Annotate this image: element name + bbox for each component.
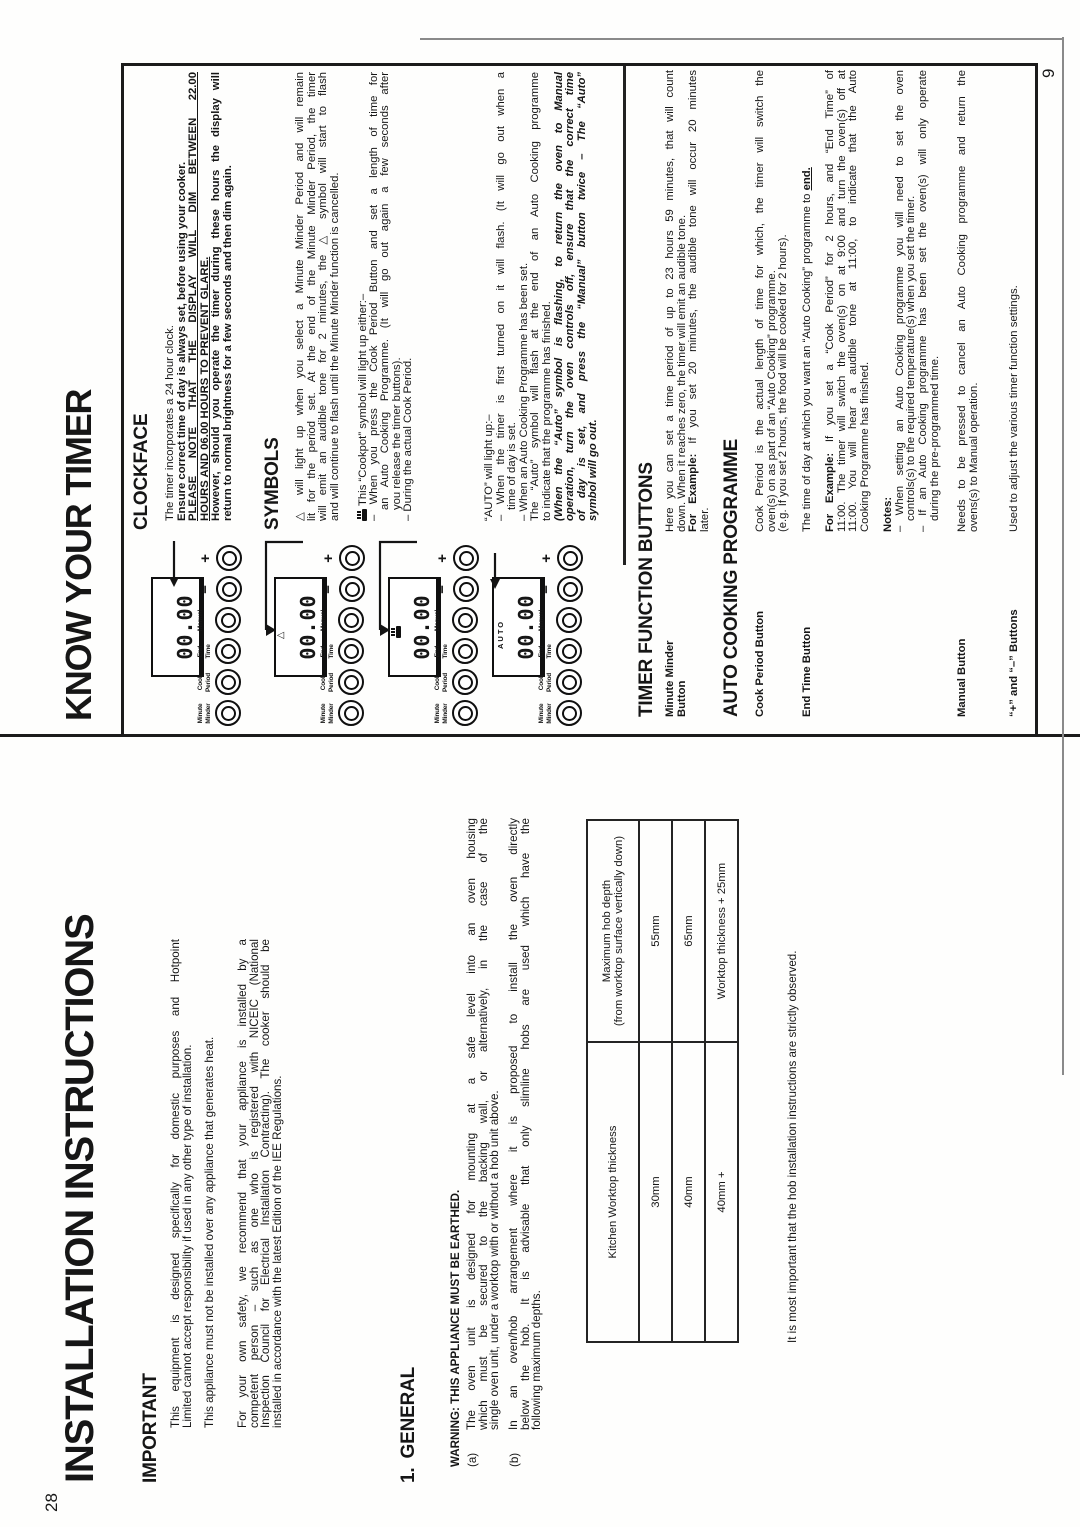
hob-closing-note — [787, 951, 799, 1343]
text-line: later. — [698, 507, 711, 532]
text-block — [165, 72, 235, 521]
table-row — [705, 820, 738, 1342]
timer-button-label: − — [197, 585, 214, 594]
text-line: following maximum depths. — [530, 1290, 544, 1430]
list-item — [466, 817, 501, 1467]
general-heading: 1. GENERAL — [398, 1366, 419, 1483]
text-block — [755, 70, 790, 532]
table-cell: 65mm — [672, 820, 705, 1042]
hob-depth-table — [586, 819, 739, 1343]
text-line: HOURS AND 06.00 HOURS TO PREVENT GLARE. — [198, 256, 211, 521]
text-line: – When you press the Cook Period Button and set a length of time for — [367, 72, 380, 521]
text-line: Needs to be pressed to cancel an Auto Cooking programme and return the — [956, 70, 968, 532]
text-block — [204, 939, 216, 1428]
clock-digits: 00.00 — [173, 594, 197, 660]
text-line: below the hob. It is advisable that only slimline hobs are used which have the — [518, 818, 532, 1430]
text-line: This equipment is designed specifically for domestic purposes and Hotpoint — [169, 939, 182, 1428]
text-block — [665, 70, 711, 532]
text-line: (e.g. If you set 2 hours, the food will be cooked for 2 hours). — [777, 234, 790, 532]
text-line: This appliance must not be installed over any appliance that generates heat. — [203, 1036, 216, 1428]
text-block — [755, 539, 767, 717]
text-block — [508, 818, 543, 1430]
clockface-heading: CLOCKFACE — [131, 413, 152, 530]
text-line: 11:00. The timer will switch the oven(s) on at 9:00 and turn the oven(s) off at — [835, 70, 848, 532]
text-block — [484, 72, 600, 521]
text-line: 11:00. You will hear a audible tone at 11:00, to indicate that the Auto — [847, 70, 860, 532]
text-line: The “Auto” symbol will flash at the end of an Auto Cooking programme — [529, 72, 542, 521]
text-block — [802, 539, 814, 717]
timer-button-label: Minute Minder — [538, 703, 553, 724]
text-line: “AUTO” will light up:– — [483, 414, 495, 521]
text-line: For Example: If you set a “Cook Period” for 2 hours, and “End Time” of — [824, 70, 837, 532]
text-block — [295, 72, 341, 521]
text-block — [1009, 70, 1021, 532]
page-number-9: 9 — [1039, 68, 1058, 78]
important-heading: IMPORTANT — [140, 1373, 161, 1483]
text-line: – When setting an Auto Cooking programme you will need to set the oven — [893, 70, 906, 532]
text-line: Cook Period is the actual length of time for which, the timer will switch the — [754, 70, 766, 532]
text-block — [237, 939, 283, 1428]
timer-button-label: Minute Minder — [320, 703, 335, 724]
text-line: down. When it reaches zero, the timer will emit an audible tone. — [675, 214, 688, 532]
text-line: time of day is set. — [506, 422, 519, 510]
timer-button-label: Cook Period — [538, 672, 553, 693]
text-line: It is most important that the hob installation instructions are strictly observed. — [786, 950, 799, 1343]
list-marker: (b) — [508, 1452, 521, 1467]
scan-edge-line-horizontal — [1062, 37, 1064, 1075]
text-line: This “Cookpot” symbol will light up either:– — [357, 72, 369, 521]
text-line: Limited cannot accept responsibility if used in any other type of installation. — [180, 1044, 194, 1428]
text-line: single oven unit, under a worktop with or without a hob unit above. — [488, 1090, 502, 1430]
table-cell: 40mm + — [705, 1042, 738, 1342]
install-title: INSTALLATION INSTRUCTIONS — [58, 914, 102, 1483]
timer-button-label: − — [434, 585, 451, 594]
text-line: – If an Auto Cooking programme has been set the oven(s) will only operate — [916, 70, 929, 532]
timer-button-label: Cook Period — [197, 672, 212, 693]
text-line: The oven unit is designed for mounting at a safe level into an oven housing — [465, 818, 478, 1430]
auto-cooking-programme-heading: AUTO COOKING PROGRAMME — [721, 438, 742, 717]
text-line: Manual Button — [956, 638, 968, 717]
text-line: Here you can set a time period of up to 23 hours 59 minutes, that will count — [664, 70, 676, 532]
text-block — [802, 70, 941, 532]
table-cell: 40mm — [672, 1042, 705, 1342]
timer-button-label: Manual — [197, 609, 204, 632]
text-line: of day is set, and press the “Manual” button twice – The “Auto” — [575, 72, 588, 521]
text-block — [957, 70, 980, 532]
text-line: installed in accordance with the latest Edition of the IEE Regulations. — [270, 1075, 284, 1428]
table-cell: 30mm — [639, 1042, 672, 1342]
text-line: For Example: If you set 20 minutes, the audible tone will occur 20 minutes — [687, 70, 700, 532]
text-line: – During the actual Cook Period. — [402, 357, 415, 521]
text-line: In an oven/hob arrangement where it is proposed to install the oven directly — [507, 818, 520, 1430]
table-header-hobdepth-line2: (from worktop surface vertically down) — [613, 835, 625, 1027]
text-line: ovens(s) to Manual operation. — [967, 382, 980, 532]
timer-button-label: Cook Period — [434, 672, 449, 693]
text-block — [170, 939, 193, 1428]
diagram-arrows — [135, 527, 585, 737]
text-line: – When an Auto Cooking Programme has been set. — [517, 262, 530, 521]
text-line: to indicate that the programme has finished. — [540, 301, 553, 521]
text-line: Used to adjust the various timer function settings. — [1008, 285, 1020, 532]
text-line: The time of day at which you want an “Auto Cooking” programme to end. — [801, 167, 813, 532]
text-line: However, should you operate the timer during these hours the display will — [210, 72, 223, 521]
text-block — [665, 539, 688, 717]
timer-button-label: End Time — [197, 644, 212, 659]
text-line: return to normal brightness for a few seconds and then dim again. — [221, 165, 234, 521]
table-header-worktop: Kitchen Worktop thickness — [587, 1042, 639, 1342]
list-item — [508, 817, 543, 1467]
scan-edge-line-vertical — [420, 38, 1064, 40]
text-line: End Time Button — [801, 626, 813, 717]
text-line: you release the timer buttons). — [390, 357, 403, 510]
clock-digits: 00.00 — [514, 594, 538, 660]
table-cell: 55mm — [639, 820, 672, 1042]
table-cell: Worktop thickness + 25mm — [705, 820, 738, 1042]
timer-button-label: Minute Minder — [197, 703, 212, 724]
text-block — [957, 539, 969, 717]
table-row — [639, 820, 672, 1342]
clock-digits: 00.00 — [296, 594, 320, 660]
timer-button-label: Cook Period — [320, 672, 335, 693]
text-line: Notes: — [882, 496, 895, 532]
timer-button-label: End Time — [320, 644, 335, 659]
text-line: an Auto Cooking Programme. (It will go out again a few seconds after — [379, 72, 392, 510]
timer-button-label: Minute Minder — [434, 703, 449, 724]
text-line: symbol will go out. — [587, 419, 600, 521]
symbols-heading: SYMBOLS — [262, 437, 283, 530]
auto-indicator-label: AUTO — [496, 619, 505, 649]
timer-button-label: Manual — [434, 609, 441, 632]
page-number-28: 28 — [42, 1493, 61, 1512]
text-line: Button — [675, 680, 688, 717]
timer-button-label: + — [320, 554, 337, 563]
timer-button-label: Manual — [320, 609, 327, 632]
timer-button-label: − — [320, 585, 337, 594]
list-marker: (a) — [466, 1452, 479, 1467]
timer-button-label: Manual — [538, 609, 545, 632]
clock-digits: 00.00 — [410, 594, 434, 660]
text-line: △ will light up when you select a Minute Minder Period and will remain — [294, 72, 306, 521]
text-line — [872, 70, 884, 532]
cookpot-icon — [357, 509, 367, 521]
timer-title: KNOW YOUR TIMER — [58, 389, 99, 721]
text-line: and will continue to flash until the Minute Minder function is cancelled. — [328, 172, 341, 521]
text-line: lit for the period set. At the end of the Minute Minder Period, the timer — [305, 72, 318, 521]
text-block — [357, 72, 415, 521]
section-divider-rule — [623, 66, 626, 565]
text-line: Ensure correct time of day is always set, before using your cooker. — [175, 161, 188, 521]
timer-button-label: + — [434, 554, 451, 563]
text-line: For your own safety, we recommend that your appliance is installed by a — [236, 939, 249, 1428]
text-line: – When the timer is first turned on it will flash. (It will go out when a — [494, 72, 507, 521]
table-header-row — [587, 820, 639, 1342]
text-line: controls(s) to the required temperature(s) when you set the timer. — [905, 195, 918, 521]
warning-earthed-text: WARNING: THIS APPLIANCE MUST BE EARTHED. — [449, 1189, 462, 1467]
timer-button-label: + — [538, 554, 555, 563]
table-header-hobdepth — [587, 820, 639, 1042]
text-line: competent person – such as one who is registered with NICEIC (National — [247, 939, 261, 1428]
table-row — [672, 820, 705, 1342]
text-line: PLEASE NOTE THAT THE DISPLAY WILL DIM BETWEEN 22.00 — [187, 72, 200, 521]
text-line: Cooking Programme has finished. — [858, 361, 871, 532]
text-line: The timer incorporates a 24 hour clock. — [164, 325, 176, 521]
text-line: operation, turn the oven controls off, ensure that the correct time — [564, 72, 577, 521]
text-block — [1009, 539, 1021, 717]
text-line: Minute Minder — [664, 640, 676, 717]
text-line: Inspection Council for Electrical Installation Contracting). The cooker should be — [259, 939, 273, 1428]
timer-function-buttons-heading: TIMER FUNCTION BUTTONS — [636, 462, 657, 717]
text-line: which must be secured to the backing wall, or alternatively, in the case of the — [476, 818, 490, 1430]
timer-button-label: + — [197, 554, 214, 563]
text-line: (When the “Auto” symbol is flashing, to return the oven to Manual — [552, 72, 565, 521]
text-line: oven(s) on as part of an “Auto Cooking” programme. — [765, 270, 778, 532]
text-line: Cook Period Button — [754, 610, 766, 717]
text-block — [466, 818, 501, 1430]
timer-button-label: − — [538, 585, 555, 594]
text-line: will emit an audible tone for 2 minutes, the △ symbol will start to flash — [317, 72, 330, 521]
text-line: “+” and “–” Buttons — [1008, 609, 1020, 717]
timer-button-label: End Time — [434, 644, 449, 659]
table-header-hobdepth-line1: Maximum hob depth — [601, 879, 613, 983]
minute-minder-bell-icon: △ — [275, 631, 286, 639]
text-line: during the pre-programmed time. — [928, 355, 941, 521]
timer-button-label: End Time — [538, 644, 553, 659]
